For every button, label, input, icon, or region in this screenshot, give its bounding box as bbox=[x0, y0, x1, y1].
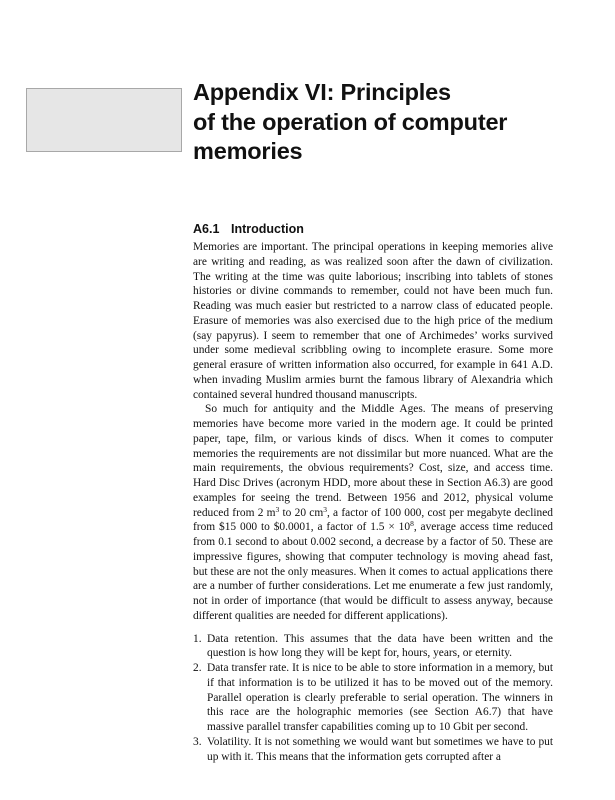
superscript: 8 bbox=[410, 519, 414, 529]
list-item-text: Data retention. This assumes that the data have been written and the question is how long they will be kept for, hours, years, or eternity. bbox=[207, 632, 553, 660]
chapter-title-line: memories bbox=[193, 138, 303, 164]
section-number: A6.1 bbox=[193, 222, 220, 236]
list-marker: 2. bbox=[193, 662, 202, 674]
superscript: 3 bbox=[323, 504, 327, 514]
paragraph-text: , a factor of 100 000, cost per megabyte declined from $15 000 to $0.0001, a factor of 1.5 × 10 bbox=[193, 506, 553, 534]
section-title: Introduction bbox=[231, 222, 304, 236]
list-item-text: Volatility. It is not something we would want but sometimes we have to put up with it. This means that the information gets corrupted after a bbox=[207, 735, 553, 763]
list-item bbox=[193, 735, 553, 765]
chapter-title-line: of the operation of computer bbox=[193, 108, 508, 135]
list-item bbox=[193, 661, 553, 735]
list-item bbox=[193, 632, 553, 662]
list-item-text: Data transfer rate. It is nice to be able to store information in a memory, but if that information is to be utilized it has to be moved out of the memory. Parallel operation is clearly preferable to serial operation. The winners in this race are the holographic memories (see Section A6.7) that have massive parallel transfer capabilities coming up to 10 Gbit per second. bbox=[207, 662, 553, 733]
chapter-title bbox=[193, 78, 593, 167]
numbered-list bbox=[193, 632, 553, 765]
paragraph-text: to 20 cm bbox=[279, 506, 324, 519]
superscript: 3 bbox=[275, 504, 280, 514]
body-text bbox=[193, 240, 553, 764]
decorative-gray-box bbox=[26, 88, 182, 152]
paragraph-text: , average access time reduced from 0.1 second to about 0.002 second, a decrease by a factor of 50. These are impressive figures, showing that computer technology is moving ahead fast, but these are not the only measures. When it comes to actual applications there are a number of further considerations. Let me enumerate a few just randomly, not in order of importance (that would be difficult to assess anyway, because different qualities are needed for different applications). bbox=[193, 521, 553, 622]
paragraph: Memories are important. The principal operations in keeping memories alive are writing and reading, as was realized soon after the dawn of civilization. The writing at the time was quite laborious; inscribing into tablets of stones histories or divine commands to remember, could not have been much fun. Reading was much easier but restricted to a narrow class of educated people. Erasure of memories was also exercised due to the high price of the medium (say papyrus). I seem to remember that one of Archimedes’ works survived under some medieval scribbling owing to incomplete erasure. Some more general erasure of written information also occurred, for example in 641 A.D. when invading Muslim armies burnt the famous library of Alexandria which contained several hundred thousand manuscripts. bbox=[193, 241, 553, 401]
paragraph-text: So much for antiquity and the Middle Ages. The means of preserving memories have become more varied in the modern age. It could be printed paper, tape, film, or various kinds of discs. When it comes to computer memories the requirements are not dissimilar but more nuanced. What are the main requirements, the obvious requirements? Cost, size, and access time. Hard Disc Drives (acronym HDD, more about these in Section A6.3) are good examples for seeing the trend. Between 1956 and 2012, physical volume reduced from 2 m bbox=[193, 403, 553, 519]
section-heading bbox=[193, 221, 304, 237]
paragraph bbox=[193, 402, 553, 623]
list-marker: 3. bbox=[193, 735, 202, 748]
list-marker: 1. bbox=[193, 632, 202, 645]
chapter-title-line: Appendix VI: Principles bbox=[193, 79, 451, 105]
